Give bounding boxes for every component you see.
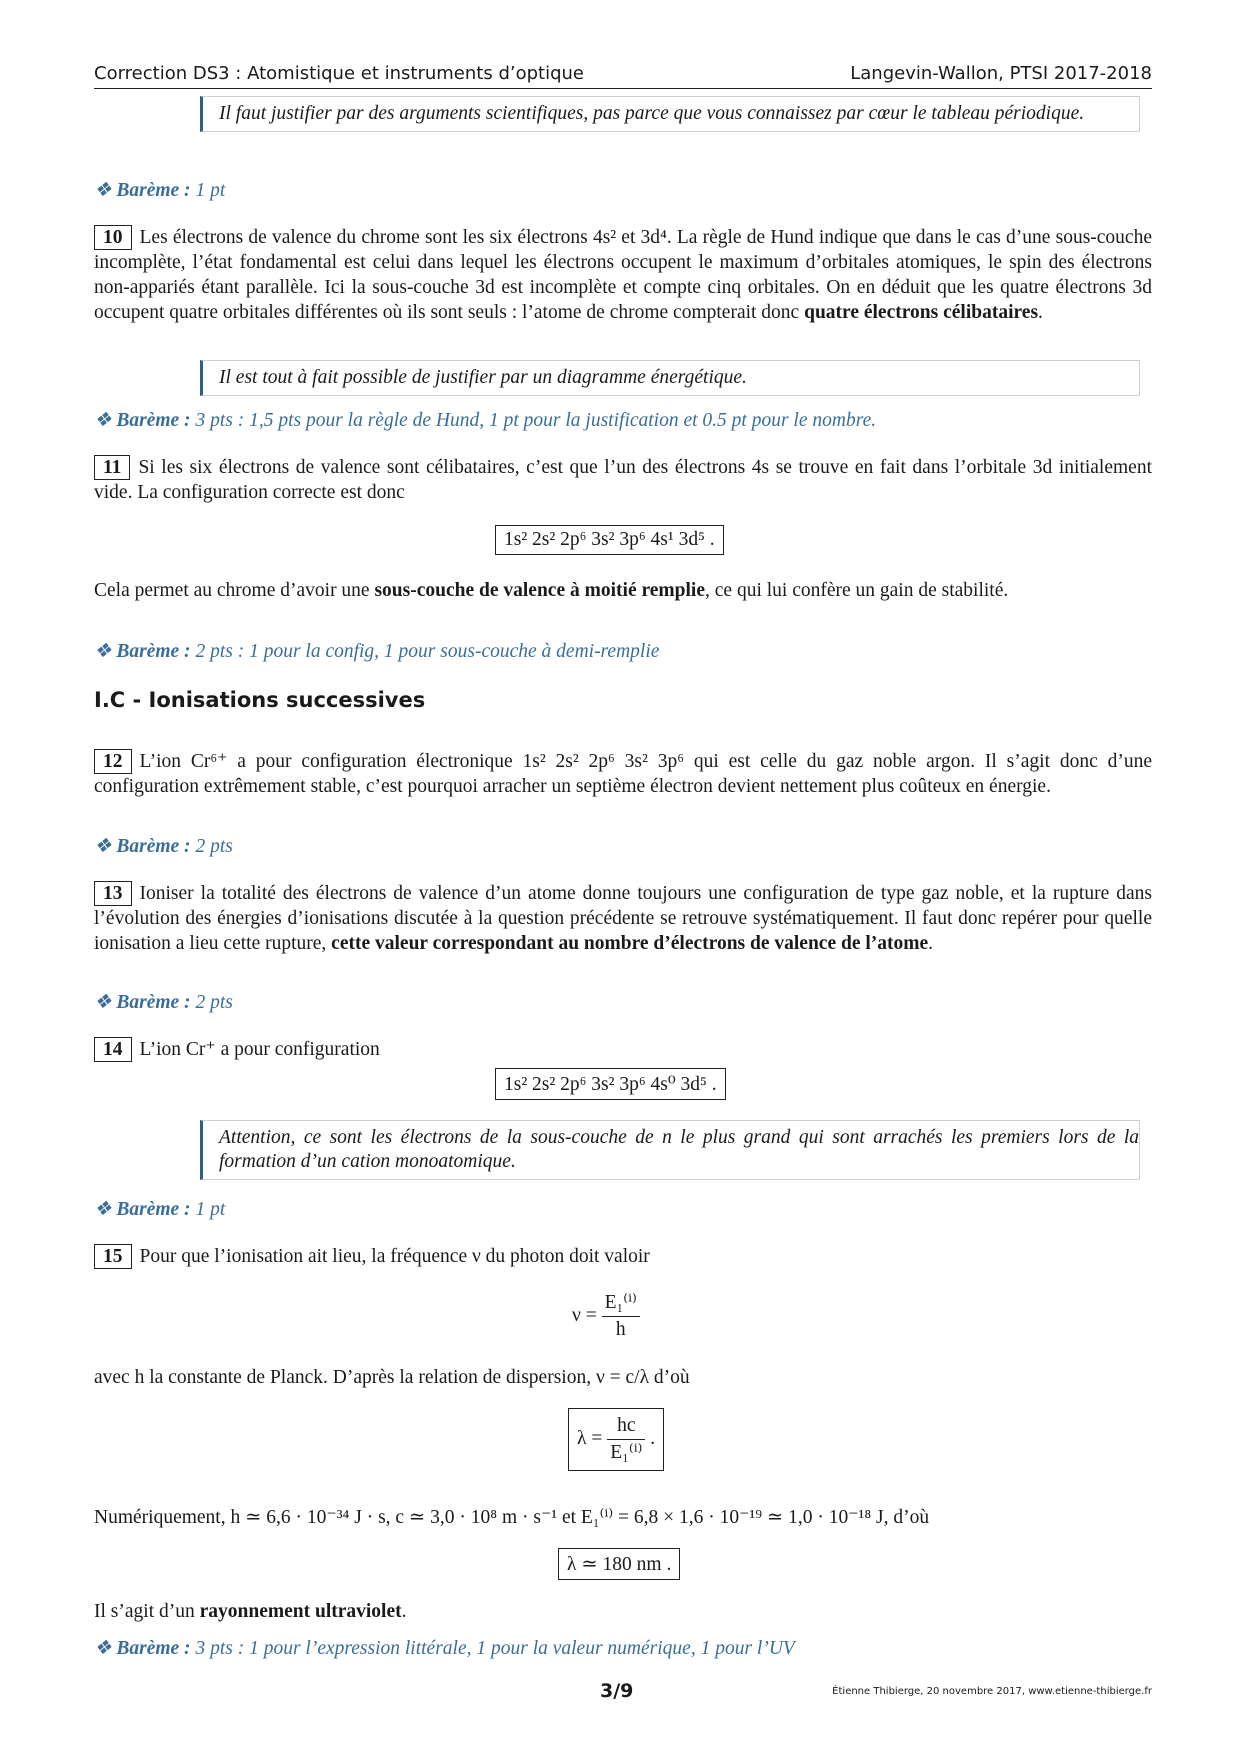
bareme-value: 1 pt xyxy=(195,180,226,201)
q11-text: Si les six électrons de valence sont célibataires, c’est que l’un des électrons 4s se trouve en fait dans l’orbitale 3d initialement vide. La configuration correcte est donc xyxy=(94,457,1152,503)
eq-denominator: E₁⁽ⁱ⁾ xyxy=(610,1442,643,1463)
footer-credit: Étienne Thibierge, 20 novembre 2017, www.etienne-thibierge.fr xyxy=(832,1686,1152,1697)
question-15 xyxy=(94,1244,1152,1269)
diamond-icon: ❖ xyxy=(94,641,112,662)
question-number: 14 xyxy=(94,1037,132,1062)
bareme-label: Barème : xyxy=(116,410,191,431)
bareme-1 xyxy=(94,178,225,202)
bareme-value: 1 pt xyxy=(195,1199,226,1220)
note-attention: Attention, ce sont les électrons de la sous-couche de n le plus grand qui sont arrachés les premiers lors de la formation d’un cation monoatomique. xyxy=(200,1120,1140,1180)
bareme-4 xyxy=(94,834,233,858)
q14-text: L’ion Cr⁺ a pour configuration xyxy=(139,1039,380,1060)
question-14 xyxy=(94,1037,1152,1062)
q15-text: Pour que l’ionisation ait lieu, la fréquence ν du photon doit valoir xyxy=(139,1246,650,1267)
header-course: Langevin-Wallon, PTSI 2017-2018 xyxy=(850,63,1152,84)
bareme-label: Barème : xyxy=(116,1638,191,1659)
page-number: 3/9 xyxy=(600,1680,634,1702)
q15-bold: rayonnement ultraviolet xyxy=(199,1601,402,1622)
q11-bold: sous-couche de valence à moitié remplie xyxy=(374,580,706,601)
note-diagram: Il est tout à fait possible de justifier par un diagramme énergétique. xyxy=(200,360,1140,396)
q15-conclusion: Il s’agit d’un rayonnement ultraviolet. xyxy=(94,1601,407,1622)
q12-text: L’ion Cr⁶⁺ a pour configuration électronique 1s² 2s² 2p⁶ 3s² 3p⁶ qui est celle du gaz noble argon. Il s’agit donc d’une configuration extrêmement stable, c’est pourquoi arracher un septième électron devient nettement plus coûteux en énergie. xyxy=(94,751,1152,797)
q15-dispersion: avec h la constante de Planck. D’après la relation de dispersion, ν = c/λ d’où xyxy=(94,1367,690,1388)
bareme-label: Barème : xyxy=(116,641,191,662)
bareme-5 xyxy=(94,990,233,1014)
config-box-cr-plus: 1s² 2s² 2p⁶ 3s² 3p⁶ 4s⁰ 3d⁵ . xyxy=(495,1068,726,1100)
question-12 xyxy=(94,749,1152,799)
bareme-7 xyxy=(94,1636,795,1660)
bareme-value: 2 pts xyxy=(195,836,233,857)
question-number: 15 xyxy=(94,1244,132,1269)
eq-numerator: E₁⁽ⁱ⁾ xyxy=(602,1290,640,1317)
page-header xyxy=(94,60,1152,89)
question-10: 10 Les électrons de valence du chrome sont les six électrons 4s² et 3d⁴. La règle de Hund indique que dans le cas d’une sous-couche incomplète, l’état fondamental est celui dans lequel les électrons occupent le maximum d’orbitales atomiques, le spin des électrons non-appariés étant parallèle. Ici la sous-couche 3d est incomplète et compte cinq orbitales. On en déduit que les quatre électrons 3d occupent quatre orbitales différentes où ils sont seuls : l’atome de chrome compterait donc quatre électrons célibataires. xyxy=(94,227,1152,323)
question-11 xyxy=(94,455,1152,505)
bareme-value: 3 pts : 1,5 pts pour la règle de Hund, 1 pt pour la justification et 0.5 pt pour le nombre. xyxy=(195,410,877,431)
diamond-icon: ❖ xyxy=(94,1199,112,1220)
bareme-3 xyxy=(94,639,659,663)
q15-numeric: Numériquement, h ≃ 6,6 · 10⁻³⁴ J · s, c ≃ 3,0 · 10⁸ m · s⁻¹ et E₁⁽ⁱ⁾ = 6,8 × 1,6 · 10⁻¹⁹ ≃ 1,0 · 10⁻¹⁸ J, d’où xyxy=(94,1507,930,1528)
bareme-label: Barème : xyxy=(116,180,191,201)
section-title: I.C - Ionisations successives xyxy=(94,688,426,712)
equation-frequency: ν = $\frac{\text{E₁⁽ⁱ⁾}}{h}$ xyxy=(572,1290,640,1343)
q10-bold: quatre électrons célibataires xyxy=(804,302,1039,323)
bareme-2 xyxy=(94,408,876,432)
bareme-label: Barème : xyxy=(116,992,191,1013)
q11-conclusion: Cela permet au chrome d’avoir une sous-couche de valence à moitié remplie, ce qui lui confère un gain de stabilité. xyxy=(94,580,1009,601)
bareme-value: 2 pts xyxy=(195,992,233,1013)
config-box-cr: 1s² 2s² 2p⁶ 3s² 3p⁶ 4s¹ 3d⁵ . xyxy=(495,525,724,555)
bareme-label: Barème : xyxy=(116,836,191,857)
diamond-icon: ❖ xyxy=(94,180,112,201)
diamond-icon: ❖ xyxy=(94,992,112,1013)
note-justify: Il faut justifier par des arguments scientifiques, pas parce que vous connaissez par cœur le tableau périodique. xyxy=(200,96,1140,132)
equation-lambda-box: λ = $\frac{hc}{\text{E₁⁽ⁱ⁾}}$ . xyxy=(568,1408,664,1471)
question-number: 11 xyxy=(94,455,130,480)
question-number: 12 xyxy=(94,749,132,774)
question-number: 10 xyxy=(94,225,132,250)
diamond-icon: ❖ xyxy=(94,836,112,857)
eq-denominator: h xyxy=(615,1319,626,1340)
question-number: 13 xyxy=(94,881,132,906)
header-title: Correction DS3 : Atomistique et instruments d’optique xyxy=(94,63,584,84)
bareme-value: 3 pts : 1 pour l’expression littérale, 1 pour la valeur numérique, 1 pour l’UV xyxy=(195,1638,795,1659)
bareme-6 xyxy=(94,1197,225,1221)
q13-bold: cette valeur correspondant au nombre d’électrons de valence de l’atome xyxy=(331,933,929,954)
q13-text: Ioniser la totalité des électrons de valence d’un atome donne toujours une configuration de type gaz noble, et la rupture dans l’évolution des énergies d’ionisations discutée à la question précédente se retrouve systématiquement. Il faut donc repérer pour quelle ionisation a lieu cette rupture, xyxy=(94,883,1152,954)
question-13: 13 Ioniser la totalité des électrons de valence d’un atome donne toujours une configuration de type gaz noble, et la rupture dans l’évolution des énergies d’ionisations discutée à la question précédente se retrouve systématiquement. Il faut donc repérer pour quelle ionisation a lieu cette rupture, cette valeur correspondant au nombre d’électrons de valence de l’atome. xyxy=(94,883,1152,954)
result-box: λ ≃ 180 nm . xyxy=(558,1548,680,1580)
bareme-value: 2 pts : 1 pour la config, 1 pour sous-couche à demi-remplie xyxy=(195,641,660,662)
diamond-icon: ❖ xyxy=(94,1638,112,1659)
diamond-icon: ❖ xyxy=(94,410,112,431)
bareme-label: Barème : xyxy=(116,1199,191,1220)
q10-text: Les électrons de valence du chrome sont les six électrons 4s² et 3d⁴. La règle de Hund indique que dans le cas d’une sous-couche incomplète, l’état fondamental est celui dans lequel les électrons occupent le maximum d’orbitales atomiques, le spin des électrons non-appariés étant parallèle. Ici la sous-couche 3d est incomplète et compte cinq orbitales. On en déduit que les quatre électrons 3d occupent quatre orbitales différentes où ils sont seuls : l’atome de chrome compterait donc xyxy=(94,227,1152,323)
eq-numerator: hc xyxy=(607,1413,645,1440)
